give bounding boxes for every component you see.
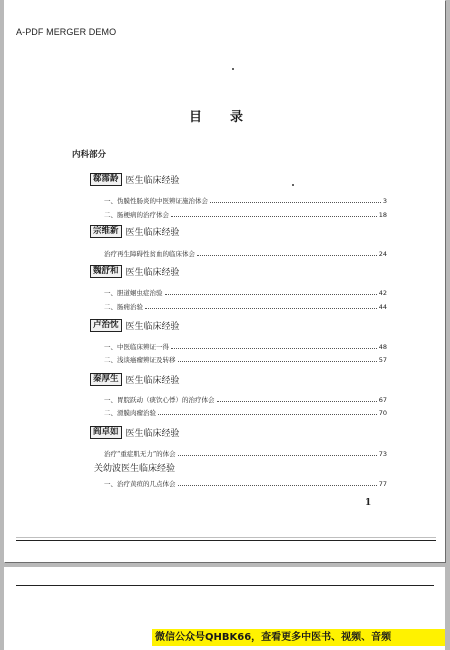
toc-entry-page: 24	[378, 250, 387, 258]
toc-entry-label: 二、滑膜肉瘤治验	[104, 409, 156, 417]
doctor-title: 医生临床经验	[125, 176, 180, 186]
page-rule	[16, 585, 434, 586]
toc-entry-label: 二、浅谈癌瘤辨证及转移	[104, 356, 176, 364]
toc-entry-page: 70	[378, 409, 387, 417]
toc-entry-page: 48	[378, 343, 387, 351]
toc-entry-page: 57	[378, 356, 387, 364]
doctor-heading	[90, 265, 180, 278]
doctor-name: 秦厚生	[90, 373, 122, 386]
toc-entry[interactable]	[104, 449, 387, 458]
toc-entry[interactable]	[104, 196, 387, 205]
doctor-title: 医生临床经验	[125, 429, 180, 439]
doctor-heading	[90, 319, 180, 332]
toc-entry-page: 73	[378, 450, 387, 458]
page-title: 目录	[189, 110, 272, 125]
toc-entry[interactable]	[104, 249, 387, 258]
toc-entry-label: 二、肠梗病的治疗体会	[104, 211, 169, 219]
doctor-heading	[90, 373, 180, 386]
scan-speck	[232, 68, 234, 70]
toc-entry-label: 一、伪膜性肠炎的中医辨证施治体会	[104, 197, 208, 205]
toc-entry-label: 治疗“重症肌无力”的体会	[104, 450, 176, 458]
scan-speck	[292, 184, 294, 186]
toc-entry-label: 一、治疗黄疸的几点体会	[104, 480, 176, 488]
doctor-name: 宗维新	[90, 225, 122, 238]
toc-entry-page: 18	[378, 211, 387, 219]
toc-entry-label: 一、胆道蛔虫症治验	[104, 289, 163, 297]
toc-entry-page: 67	[378, 396, 387, 404]
doctor-heading	[94, 461, 175, 474]
doctor-name: 阎卓如	[90, 426, 122, 439]
toc-entry[interactable]	[104, 479, 387, 488]
toc-entry-label: 一、中医临床辨证一得	[104, 343, 169, 351]
doctor-name: 卢治忱	[90, 319, 122, 332]
toc-entry[interactable]	[104, 395, 387, 404]
page-rule	[16, 537, 436, 538]
demo-watermark: A-PDF MERGER DEMO	[16, 27, 117, 37]
doctor-heading	[90, 225, 180, 238]
toc-entry[interactable]	[104, 302, 387, 311]
page-rule	[16, 540, 436, 541]
toc-entry-label: 一、胃脘跃动（痰饮心悸）的治疗体会	[104, 396, 215, 404]
toc-entry-label: 治疗再生障碍性贫血的临床体会	[104, 250, 195, 258]
doctor-name: 魏舒和	[90, 265, 122, 278]
toc-entry-page: 44	[378, 303, 387, 311]
toc-entry-page: 42	[378, 289, 387, 297]
doctor-title: 医生临床经验	[125, 376, 180, 386]
doctor-heading	[90, 173, 180, 186]
toc-entry[interactable]	[104, 288, 387, 297]
section-heading: 内科部分	[72, 150, 107, 160]
promo-banner: 微信公众号QHBK66，查看更多中医书、视频、音频	[152, 629, 445, 646]
toc-entry[interactable]	[104, 342, 387, 351]
toc-entry[interactable]	[104, 355, 387, 364]
document-page	[4, 0, 445, 562]
toc-entry[interactable]	[104, 210, 387, 219]
doctor-title: 关幼波医生临床经验	[94, 464, 176, 474]
doctor-title: 医生临床经验	[125, 322, 180, 332]
toc-entry-page: 77	[378, 480, 387, 488]
doctor-name: 郗霈龄	[90, 173, 122, 186]
toc-entry-label: 二、肠痈治验	[104, 303, 143, 311]
page-number: 1	[365, 498, 372, 508]
toc-entry[interactable]	[104, 408, 387, 417]
doctor-heading	[90, 426, 180, 439]
doctor-title: 医生临床经验	[125, 228, 180, 238]
toc-entry-page: 3	[382, 197, 387, 205]
doctor-title: 医生临床经验	[125, 268, 180, 278]
